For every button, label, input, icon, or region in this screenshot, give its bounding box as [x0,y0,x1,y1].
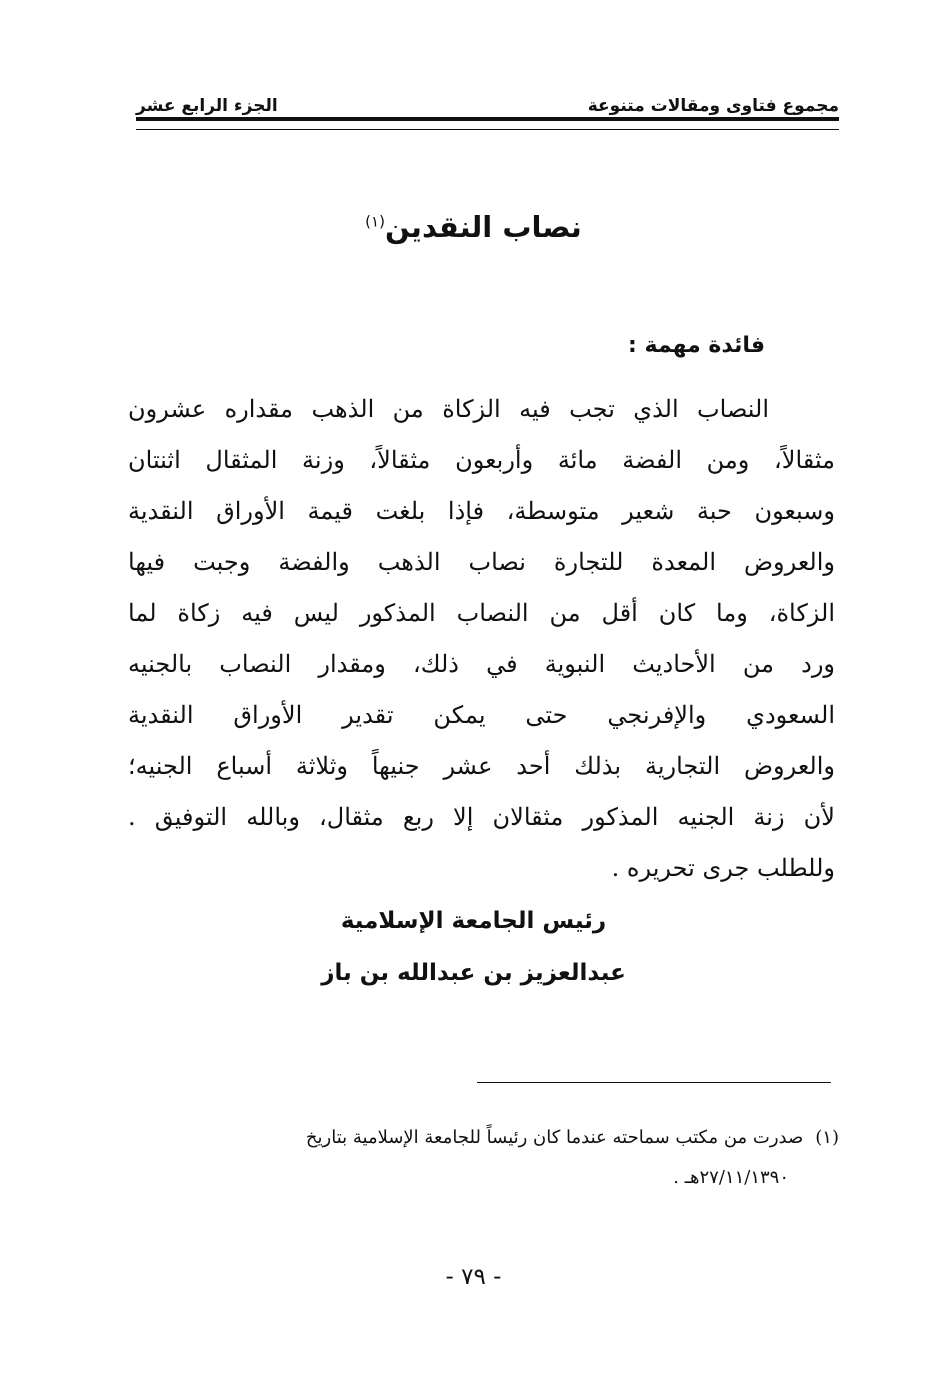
article-title-text: نصاب النقدين [384,210,582,244]
body-line: وللطلب جرى تحريره . [611,854,835,882]
footnote-text-line1: صدرت من مكتب سماحته عندما كان رئيساً للجامعة الإسلامية بتاريخ [305,1127,804,1148]
title-footnote-ref: (١) [365,212,385,231]
volume-label: الجزء الرابع عشر [136,96,278,116]
subheading: فائدة مهمة : [628,333,765,358]
body-line: وسبعون حبة شعير متوسطة، فإذا بلغت قيمة الأوراق النقدية [128,497,835,525]
page-number: - ٧٩ - [445,1264,502,1290]
body-line: والعروض المعدة للتجارة نصاب الذهب والفضة وجبت فيها [128,548,835,576]
body-line: الزكاة، وما كان أقل من النصاب المذكور ليس فيه زكاة لما [128,599,835,627]
body-line: لأن زنة الجنيه المذكور مثقالان إلا ربع مثقال، وبالله التوفيق . [128,803,835,831]
header-double-rule [136,117,839,130]
running-header [136,86,839,116]
signature-position: رئيس الجامعة الإسلامية [340,908,607,934]
footnote [128,1118,839,1198]
body-line: ورد من الأحاديث النبوية في ذلك، ومقدار النصاب بالجنيه [128,650,835,678]
footnote-text-line2: ٢٧/١١/١٣٩٠هـ . [673,1167,789,1188]
footnote-separator [477,1082,831,1083]
book-title: مجموع فتاوى ومقالات متنوعة [587,96,839,116]
signature-block [0,895,947,999]
body-paragraph [128,384,835,894]
body-line: مثقالاً، ومن الفضة مائة وأربعون مثقالاً، وزنة المثقال اثنتان [128,446,835,474]
signature-name: عبدالعزيز بن عبدالله بن باز [321,960,626,986]
footnote-marker: (١) [815,1127,839,1148]
body-line: والعروض التجارية بذلك أحد عشر جنيهاً وثلاثة أسباع الجنيه؛ [128,752,835,780]
body-line: السعودي والإفرنجي حتى يمكن تقدير الأوراق النقدية [128,701,835,729]
body-line: النصاب الذي تجب فيه الزكاة من الذهب مقداره عشرون [128,395,769,423]
article-title [0,210,947,244]
